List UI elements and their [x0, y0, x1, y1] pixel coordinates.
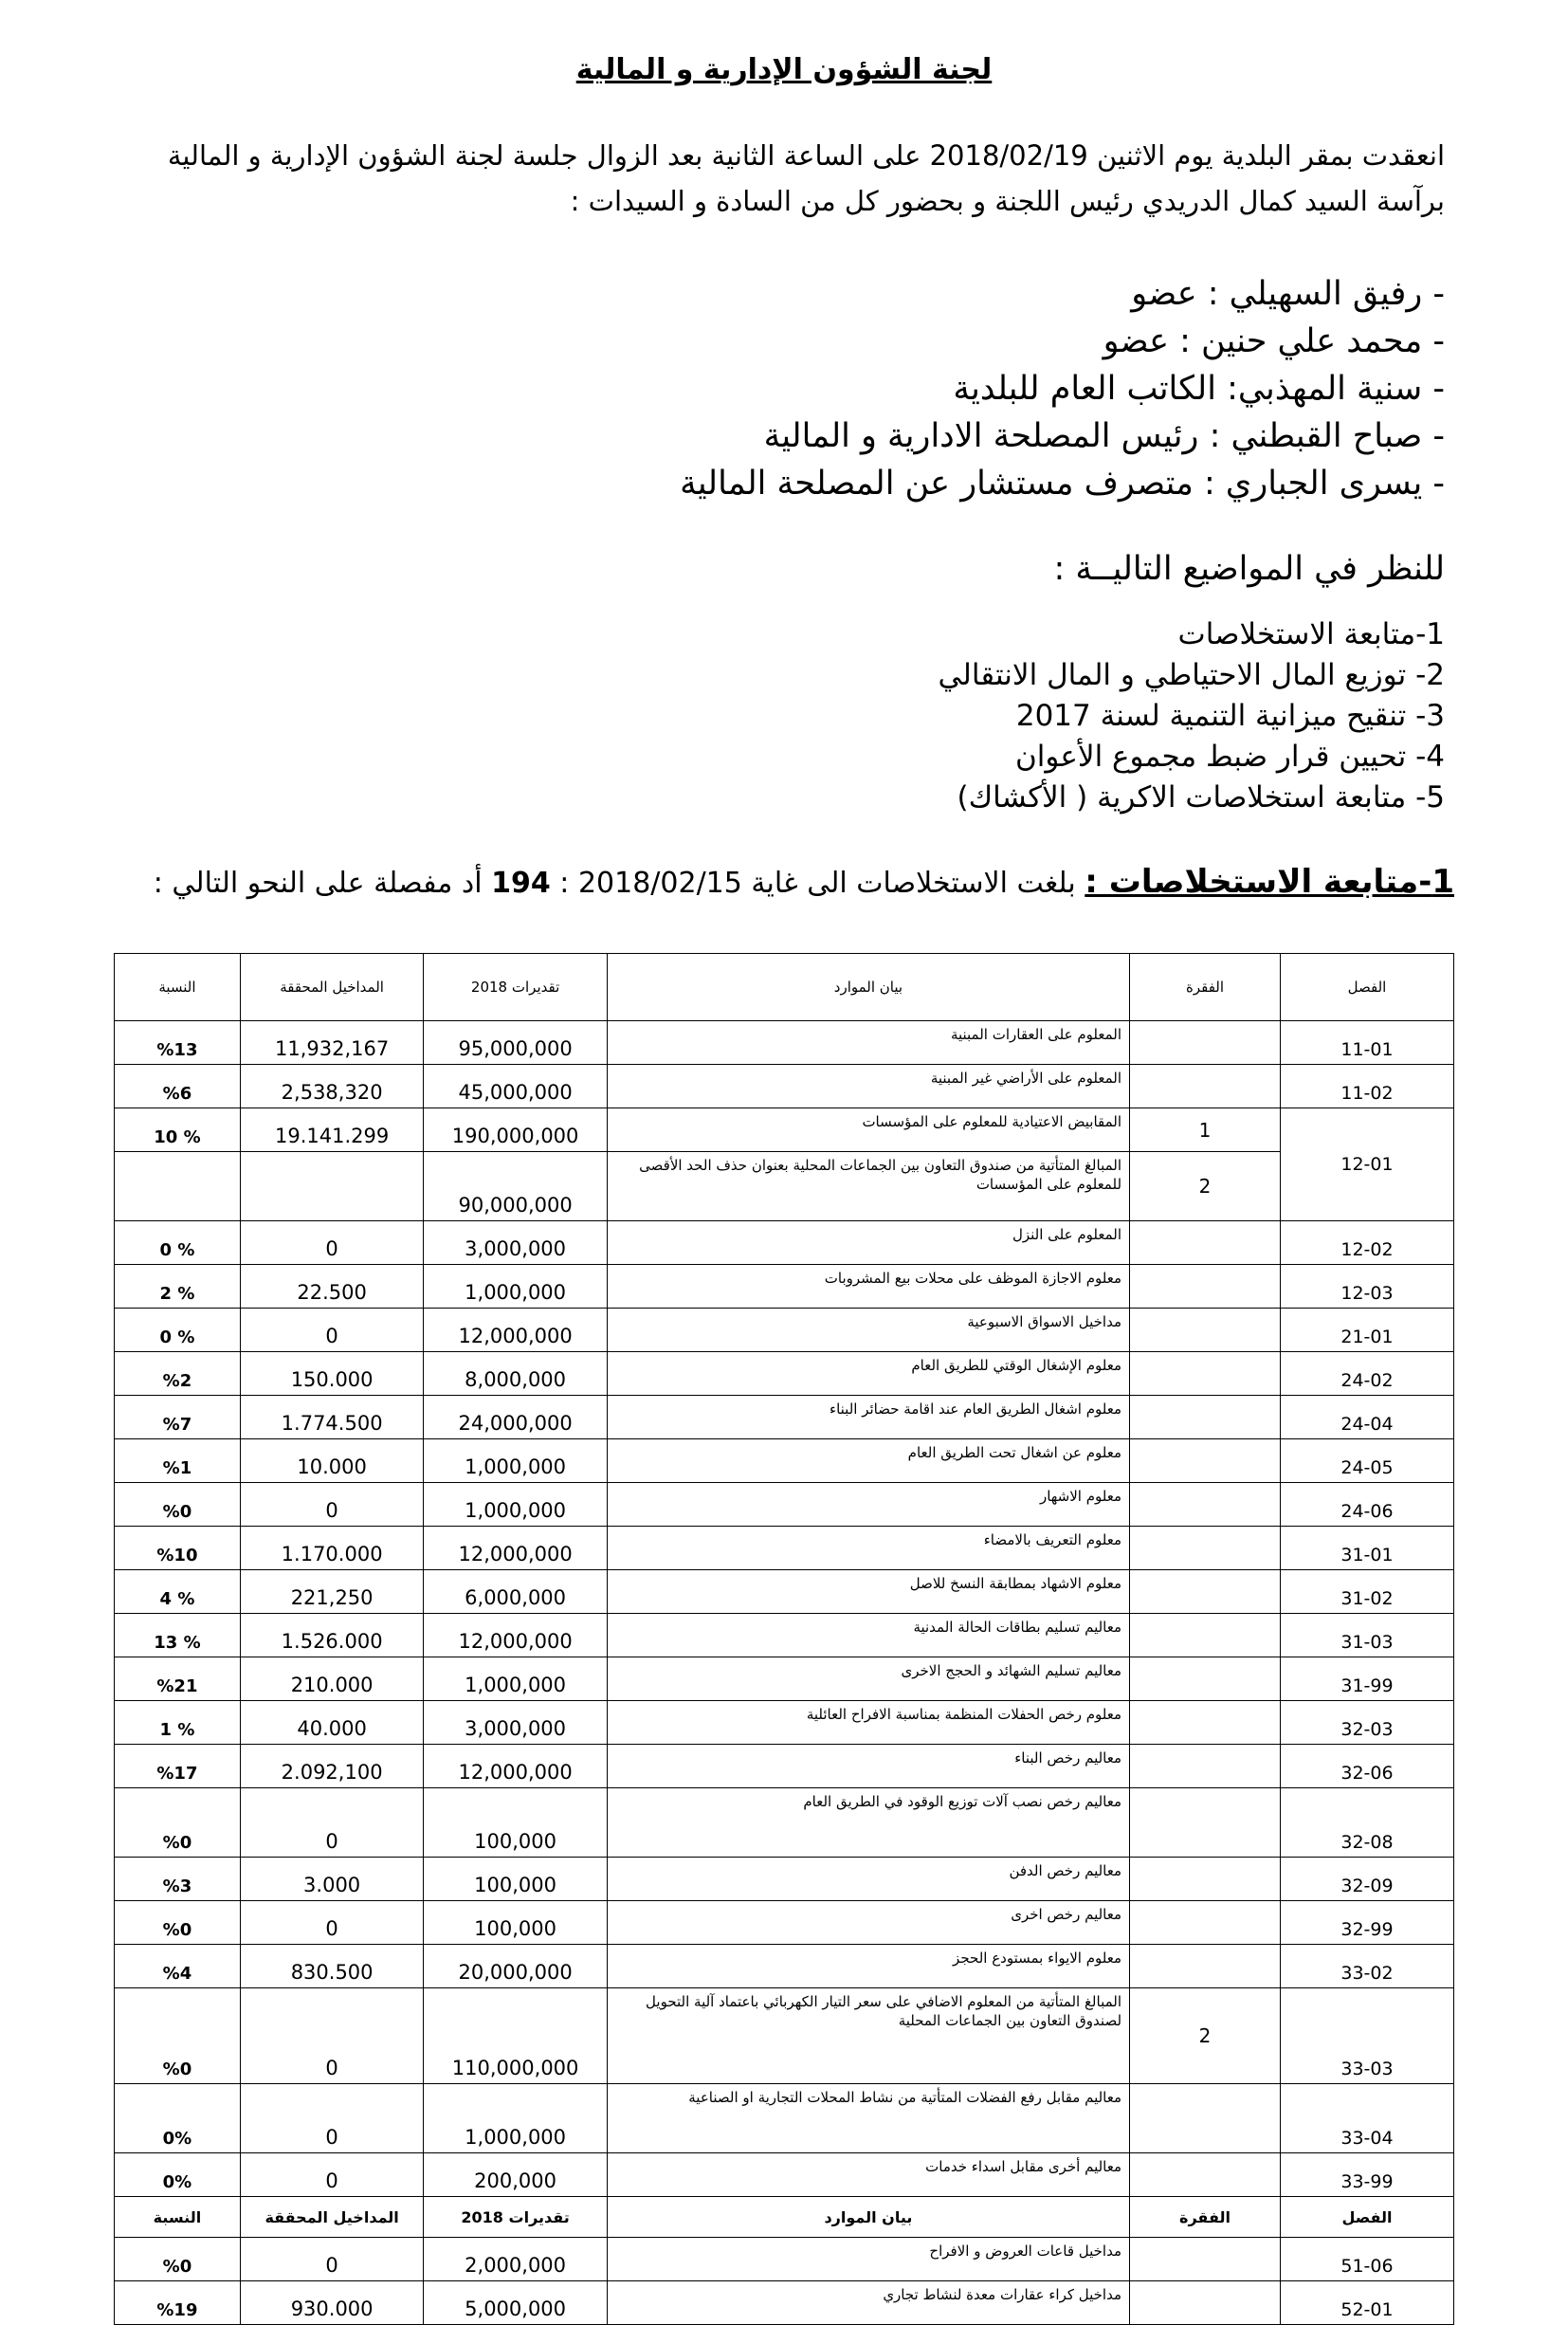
cell-fiqra: [1130, 1858, 1281, 1901]
cell-desc: معاليم تسليم الشهائد و الحجج الاخرى: [607, 1657, 1129, 1701]
header-fasl: الفصل: [1280, 954, 1453, 1021]
cell-fasl: 32-99: [1280, 1901, 1453, 1945]
cell-est: 12,000,000: [424, 1527, 607, 1570]
cell-fiqra: [1130, 1483, 1281, 1527]
cell-real: 0: [240, 1221, 423, 1265]
cell-fasl: 52-01: [1280, 2281, 1453, 2325]
cell-pct: %0: [115, 1788, 241, 1858]
cell-real: 0: [240, 2153, 423, 2197]
cell-pct: % 10: [115, 1108, 241, 1152]
cell-fasl: 32-03: [1280, 1701, 1453, 1745]
cell-real: 0: [240, 1988, 423, 2084]
header-fiqra: الفقرة: [1130, 954, 1281, 1021]
cell-est: 20,000,000: [424, 1945, 607, 1988]
cell-fiqra: [1130, 1570, 1281, 1614]
cell-fiqra: [1130, 2281, 1281, 2325]
section-1-amount: 194: [491, 867, 551, 900]
cell-est: 100,000: [424, 1858, 607, 1901]
cell-desc: المعلوم على الأراضي غير المبنية: [607, 1065, 1129, 1108]
member-item: - يسرى الجباري : متصرف مستشار عن المصلحة المالية: [680, 465, 1445, 503]
table-row: [115, 1858, 1454, 1901]
cell-est: 200,000: [424, 2153, 607, 2197]
cell-pct: % 4: [115, 1570, 241, 1614]
cell-real: 0: [240, 1788, 423, 1858]
cell-pct: %3: [115, 1858, 241, 1901]
cell-desc: معلوم رخص الحفلات المنظمة بمناسبة الافراح العائلية: [607, 1701, 1129, 1745]
cell-est: 190,000,000: [424, 1108, 607, 1152]
cell-fiqra: [1130, 1945, 1281, 1988]
cell-est: 3,000,000: [424, 1221, 607, 1265]
topics-heading: للنظر في المواضيع التاليــة :: [1053, 550, 1445, 588]
cell-desc: المعلوم على العقارات المبنية: [607, 1021, 1129, 1065]
cell-fasl: 21-01: [1280, 1309, 1453, 1352]
header-repeat-fasl: الفصل: [1280, 2197, 1453, 2238]
cell-real: 1.170.000: [240, 1527, 423, 1570]
cell-desc: معاليم رخص البناء: [607, 1745, 1129, 1788]
cell-real: 210.000: [240, 1657, 423, 1701]
cell-fiqra: [1130, 1439, 1281, 1483]
cell-fiqra: [1130, 1614, 1281, 1657]
cell-desc: معاليم مقابل رفع الفضلات المتأتية من نشاط المحلات التجارية او الصناعية: [607, 2084, 1129, 2153]
header-desc: بيان الموارد: [607, 954, 1129, 1021]
cell-fiqra: [1130, 1527, 1281, 1570]
cell-est: 95,000,000: [424, 1021, 607, 1065]
cell-desc: معاليم تسليم بطاقات الحالة المدنية: [607, 1614, 1129, 1657]
cell-real: 150.000: [240, 1352, 423, 1396]
cell-fasl: 33-04: [1280, 2084, 1453, 2153]
header-repeat-est: تقديرات 2018: [424, 2197, 607, 2238]
collections-table: [114, 953, 1454, 2325]
section-1-text-a: بلغت الاستخلاصات الى غاية 2018/02/15 :: [550, 867, 1085, 900]
cell-fasl: 24-02: [1280, 1352, 1453, 1396]
table-row: [115, 1152, 1454, 1221]
cell-desc: معلوم الاشهاد بمطابقة النسخ للاصل: [607, 1570, 1129, 1614]
table-row: [115, 1065, 1454, 1108]
table-row: [115, 1352, 1454, 1396]
topic-item: 5- متابعة استخلاصات الاكرية ( الأكشاك): [957, 780, 1445, 815]
cell-fiqra: [1130, 1745, 1281, 1788]
table-row: [115, 1570, 1454, 1614]
cell-desc: معلوم الاجازة الموظف على محلات بيع المشروبات: [607, 1265, 1129, 1309]
cell-fiqra: [1130, 2084, 1281, 2153]
cell-fasl: 24-06: [1280, 1483, 1453, 1527]
cell-pct: %21: [115, 1657, 241, 1701]
cell-est: 1,000,000: [424, 2084, 607, 2153]
cell-fasl: 32-08: [1280, 1788, 1453, 1858]
cell-fiqra: 2: [1130, 1988, 1281, 2084]
cell-real: 1.774.500: [240, 1396, 423, 1439]
cell-pct: % 0: [115, 1221, 241, 1265]
table-row: [115, 1988, 1454, 2084]
cell-fiqra: [1130, 1309, 1281, 1352]
cell-fasl: 31-02: [1280, 1570, 1453, 1614]
header-est: تقديرات 2018: [424, 954, 607, 1021]
cell-fasl: 31-03: [1280, 1614, 1453, 1657]
cell-desc: معلوم الايواء بمستودع الحجز: [607, 1945, 1129, 1988]
header-repeat-desc: بيان الموارد: [607, 2197, 1129, 2238]
table-row: [115, 1309, 1454, 1352]
cell-desc: معاليم رخص اخرى: [607, 1901, 1129, 1945]
cell-fiqra: [1130, 1352, 1281, 1396]
header-repeat-fiqra: الفقرة: [1130, 2197, 1281, 2238]
member-item: - سنية المهذبي: الكاتب العام للبلدية: [953, 370, 1445, 408]
cell-est: 1,000,000: [424, 1657, 607, 1701]
cell-real: 0: [240, 2238, 423, 2281]
table-row: [115, 1657, 1454, 1701]
section-1-line: [80, 863, 1454, 901]
cell-desc: معلوم اشغال الطريق العام عند اقامة حضائر البناء: [607, 1396, 1129, 1439]
cell-est: 45,000,000: [424, 1065, 607, 1108]
cell-fiqra: [1130, 1901, 1281, 1945]
cell-fasl: 31-99: [1280, 1657, 1453, 1701]
table-row: [115, 1265, 1454, 1309]
table-header-row: [115, 954, 1454, 1021]
table-row: [115, 1221, 1454, 1265]
cell-fiqra: 2: [1130, 1152, 1281, 1221]
cell-desc: المقابيض الاعتيادية للمعلوم على المؤسسات: [607, 1108, 1129, 1152]
cell-est: 100,000: [424, 1788, 607, 1858]
table-row: [115, 1527, 1454, 1570]
cell-fasl: 24-05: [1280, 1439, 1453, 1483]
cell-pct: %0: [115, 2238, 241, 2281]
cell-fasl: 12-02: [1280, 1221, 1453, 1265]
table-row: [115, 1745, 1454, 1788]
cell-pct: %1: [115, 1439, 241, 1483]
cell-pct: %4: [115, 1945, 241, 1988]
cell-desc: معاليم رخص الدفن: [607, 1858, 1129, 1901]
cell-real: [240, 1152, 423, 1221]
table-header-row-repeat: [115, 2197, 1454, 2238]
cell-fasl: 32-06: [1280, 1745, 1453, 1788]
member-item: - محمد علي حنين : عضو: [1103, 322, 1445, 360]
cell-fiqra: [1130, 1701, 1281, 1745]
table-row: [115, 1483, 1454, 1527]
cell-est: 12,000,000: [424, 1309, 607, 1352]
table-row: [115, 2153, 1454, 2197]
cell-desc: معلوم التعريف بالامضاء: [607, 1527, 1129, 1570]
cell-fasl: 33-02: [1280, 1945, 1453, 1988]
cell-pct: %10: [115, 1527, 241, 1570]
topic-item: 3- تنقيح ميزانية التنمية لسنة 2017: [1015, 699, 1445, 733]
cell-pct: % 2: [115, 1265, 241, 1309]
cell-est: 1,000,000: [424, 1265, 607, 1309]
cell-est: 24,000,000: [424, 1396, 607, 1439]
cell-real: 19.141.299: [240, 1108, 423, 1152]
cell-pct: %0: [115, 1988, 241, 2084]
cell-fiqra: [1130, 1657, 1281, 1701]
table-row: [115, 1901, 1454, 1945]
topic-item: 2- توزيع المال الاحتياطي و المال الانتقالي: [938, 658, 1445, 692]
table-row: [115, 1788, 1454, 1858]
cell-est: 5,000,000: [424, 2281, 607, 2325]
cell-pct: % 0: [115, 1309, 241, 1352]
table-row: [115, 1021, 1454, 1065]
cell-pct: % 1: [115, 1701, 241, 1745]
member-item: - رفيق السهيلي : عضو: [1131, 275, 1445, 313]
table-row: [115, 2084, 1454, 2153]
cell-fasl: 11-01: [1280, 1021, 1453, 1065]
cell-pct: %2: [115, 1352, 241, 1396]
cell-desc: معلوم الاشهار: [607, 1483, 1129, 1527]
cell-fiqra: [1130, 1265, 1281, 1309]
cell-fiqra: [1130, 2153, 1281, 2197]
cell-fasl: 24-04: [1280, 1396, 1453, 1439]
cell-real: 930.000: [240, 2281, 423, 2325]
cell-est: 100,000: [424, 1901, 607, 1945]
table-row: [115, 1701, 1454, 1745]
topic-item: 1-متابعة الاستخلاصات: [1177, 617, 1445, 651]
cell-est: 1,000,000: [424, 1483, 607, 1527]
cell-desc: معلوم عن اشغال تحت الطريق العام: [607, 1439, 1129, 1483]
cell-real: 0: [240, 2084, 423, 2153]
header-repeat-pct: النسبة: [115, 2197, 241, 2238]
cell-est: 6,000,000: [424, 1570, 607, 1614]
cell-est: 3,000,000: [424, 1701, 607, 1745]
cell-pct: %17: [115, 1745, 241, 1788]
cell-real: 1.526.000: [240, 1614, 423, 1657]
header-pct: النسبة: [115, 954, 241, 1021]
topics-list: [939, 614, 1445, 818]
cell-fasl: 12-03: [1280, 1265, 1453, 1309]
cell-est: 12,000,000: [424, 1614, 607, 1657]
cell-fasl: 33-03: [1280, 1988, 1453, 2084]
cell-est: 2,000,000: [424, 2238, 607, 2281]
section-1-text-b: أد مفصلة على النحو التالي :: [153, 867, 492, 900]
cell-real: 3.000: [240, 1858, 423, 1901]
header-repeat-real: المداخيل المحققة: [240, 2197, 423, 2238]
table-row: [115, 1945, 1454, 1988]
cell-real: 2.092,100: [240, 1745, 423, 1788]
cell-est: 12,000,000: [424, 1745, 607, 1788]
cell-real: 0: [240, 1309, 423, 1352]
cell-fiqra: [1130, 1396, 1281, 1439]
table-row: [115, 1439, 1454, 1483]
cell-real: 221,250: [240, 1570, 423, 1614]
cell-est: 90,000,000: [424, 1152, 607, 1221]
cell-est: 1,000,000: [424, 1439, 607, 1483]
section-1-heading: 1-متابعة الاستخلاصات :: [1085, 863, 1454, 901]
cell-real: 830.500: [240, 1945, 423, 1988]
cell-real: 0: [240, 1901, 423, 1945]
cell-est: 8,000,000: [424, 1352, 607, 1396]
cell-real: 10.000: [240, 1439, 423, 1483]
table-row: [115, 1108, 1454, 1152]
cell-fiqra: [1130, 1021, 1281, 1065]
cell-fasl: 31-01: [1280, 1527, 1453, 1570]
members-list: [118, 270, 1445, 507]
cell-est: 110,000,000: [424, 1988, 607, 2084]
cell-desc: مداخيل قاعات العروض و الافراح: [607, 2238, 1129, 2281]
table-row: [115, 2281, 1454, 2325]
cell-pct: %0: [115, 1483, 241, 1527]
cell-desc: المبالغ المتأتية من المعلوم الاضافي على سعر التيار الكهربائي باعتماد آلية التحويل لصندوق التعاون بين الجماعات المحلية: [607, 1988, 1129, 2084]
intro-paragraph: انعقدت بمقر البلدية يوم الاثنين 2018/02/19 على الساعة الثانية بعد الزوال جلسة لجنة الشؤون الإدارية و المالية برآسة السيد كمال الدريدي رئيس اللجنة و بحضور كل من السادة و السيدات :: [167, 139, 1445, 217]
header-real: المداخيل المحققة: [240, 954, 423, 1021]
cell-pct: %7: [115, 1396, 241, 1439]
cell-pct: 0%: [115, 2153, 241, 2197]
topic-item: 4- تحيين قرار ضبط مجموع الأعوان: [1015, 740, 1445, 774]
cell-fiqra: [1130, 2238, 1281, 2281]
table-row: [115, 2238, 1454, 2281]
cell-fasl: 32-09: [1280, 1858, 1453, 1901]
cell-pct: %6: [115, 1065, 241, 1108]
cell-fiqra: [1130, 1065, 1281, 1108]
cell-fiqra: 1: [1130, 1108, 1281, 1152]
cell-pct: 0%: [115, 2084, 241, 2153]
cell-fiqra: [1130, 1221, 1281, 1265]
cell-fasl: 11-02: [1280, 1065, 1453, 1108]
cell-pct: [115, 1152, 241, 1221]
cell-fiqra: [1130, 1788, 1281, 1858]
cell-pct: %0: [115, 1901, 241, 1945]
cell-desc: معاليم رخص نصب آلات توزيع الوقود في الطريق العام: [607, 1788, 1129, 1858]
cell-real: 11,932,167: [240, 1021, 423, 1065]
document-title: لجنة الشؤون الإدارية و المالية: [575, 53, 993, 86]
cell-desc: معاليم أخرى مقابل اسداء خدمات: [607, 2153, 1129, 2197]
cell-desc: معلوم الإشغال الوقتي للطريق العام: [607, 1352, 1129, 1396]
cell-desc: المعلوم على النزل: [607, 1221, 1129, 1265]
cell-desc: مداخيل الاسواق الاسبوعية: [607, 1309, 1129, 1352]
cell-real: 22.500: [240, 1265, 423, 1309]
cell-desc: مداخيل كراء عقارات معدة لنشاط تجاري: [607, 2281, 1129, 2325]
cell-real: 40.000: [240, 1701, 423, 1745]
cell-fasl: 51-06: [1280, 2238, 1453, 2281]
table-row: [115, 1614, 1454, 1657]
cell-real: 2,538,320: [240, 1065, 423, 1108]
cell-fasl: 33-99: [1280, 2153, 1453, 2197]
cell-pct: %19: [115, 2281, 241, 2325]
cell-real: 0: [240, 1483, 423, 1527]
cell-pct: %13: [115, 1021, 241, 1065]
cell-desc: المبالغ المتأتية من صندوق التعاون بين الجماعات المحلية بعنوان حذف الحد الأقصى للمعلوم على المؤسسات: [607, 1152, 1129, 1221]
member-item: - صباح القبطني : رئيس المصلحة الادارية و المالية: [763, 417, 1445, 455]
cell-fasl: 12-01: [1280, 1108, 1453, 1221]
table-row: [115, 1396, 1454, 1439]
cell-pct: % 13: [115, 1614, 241, 1657]
